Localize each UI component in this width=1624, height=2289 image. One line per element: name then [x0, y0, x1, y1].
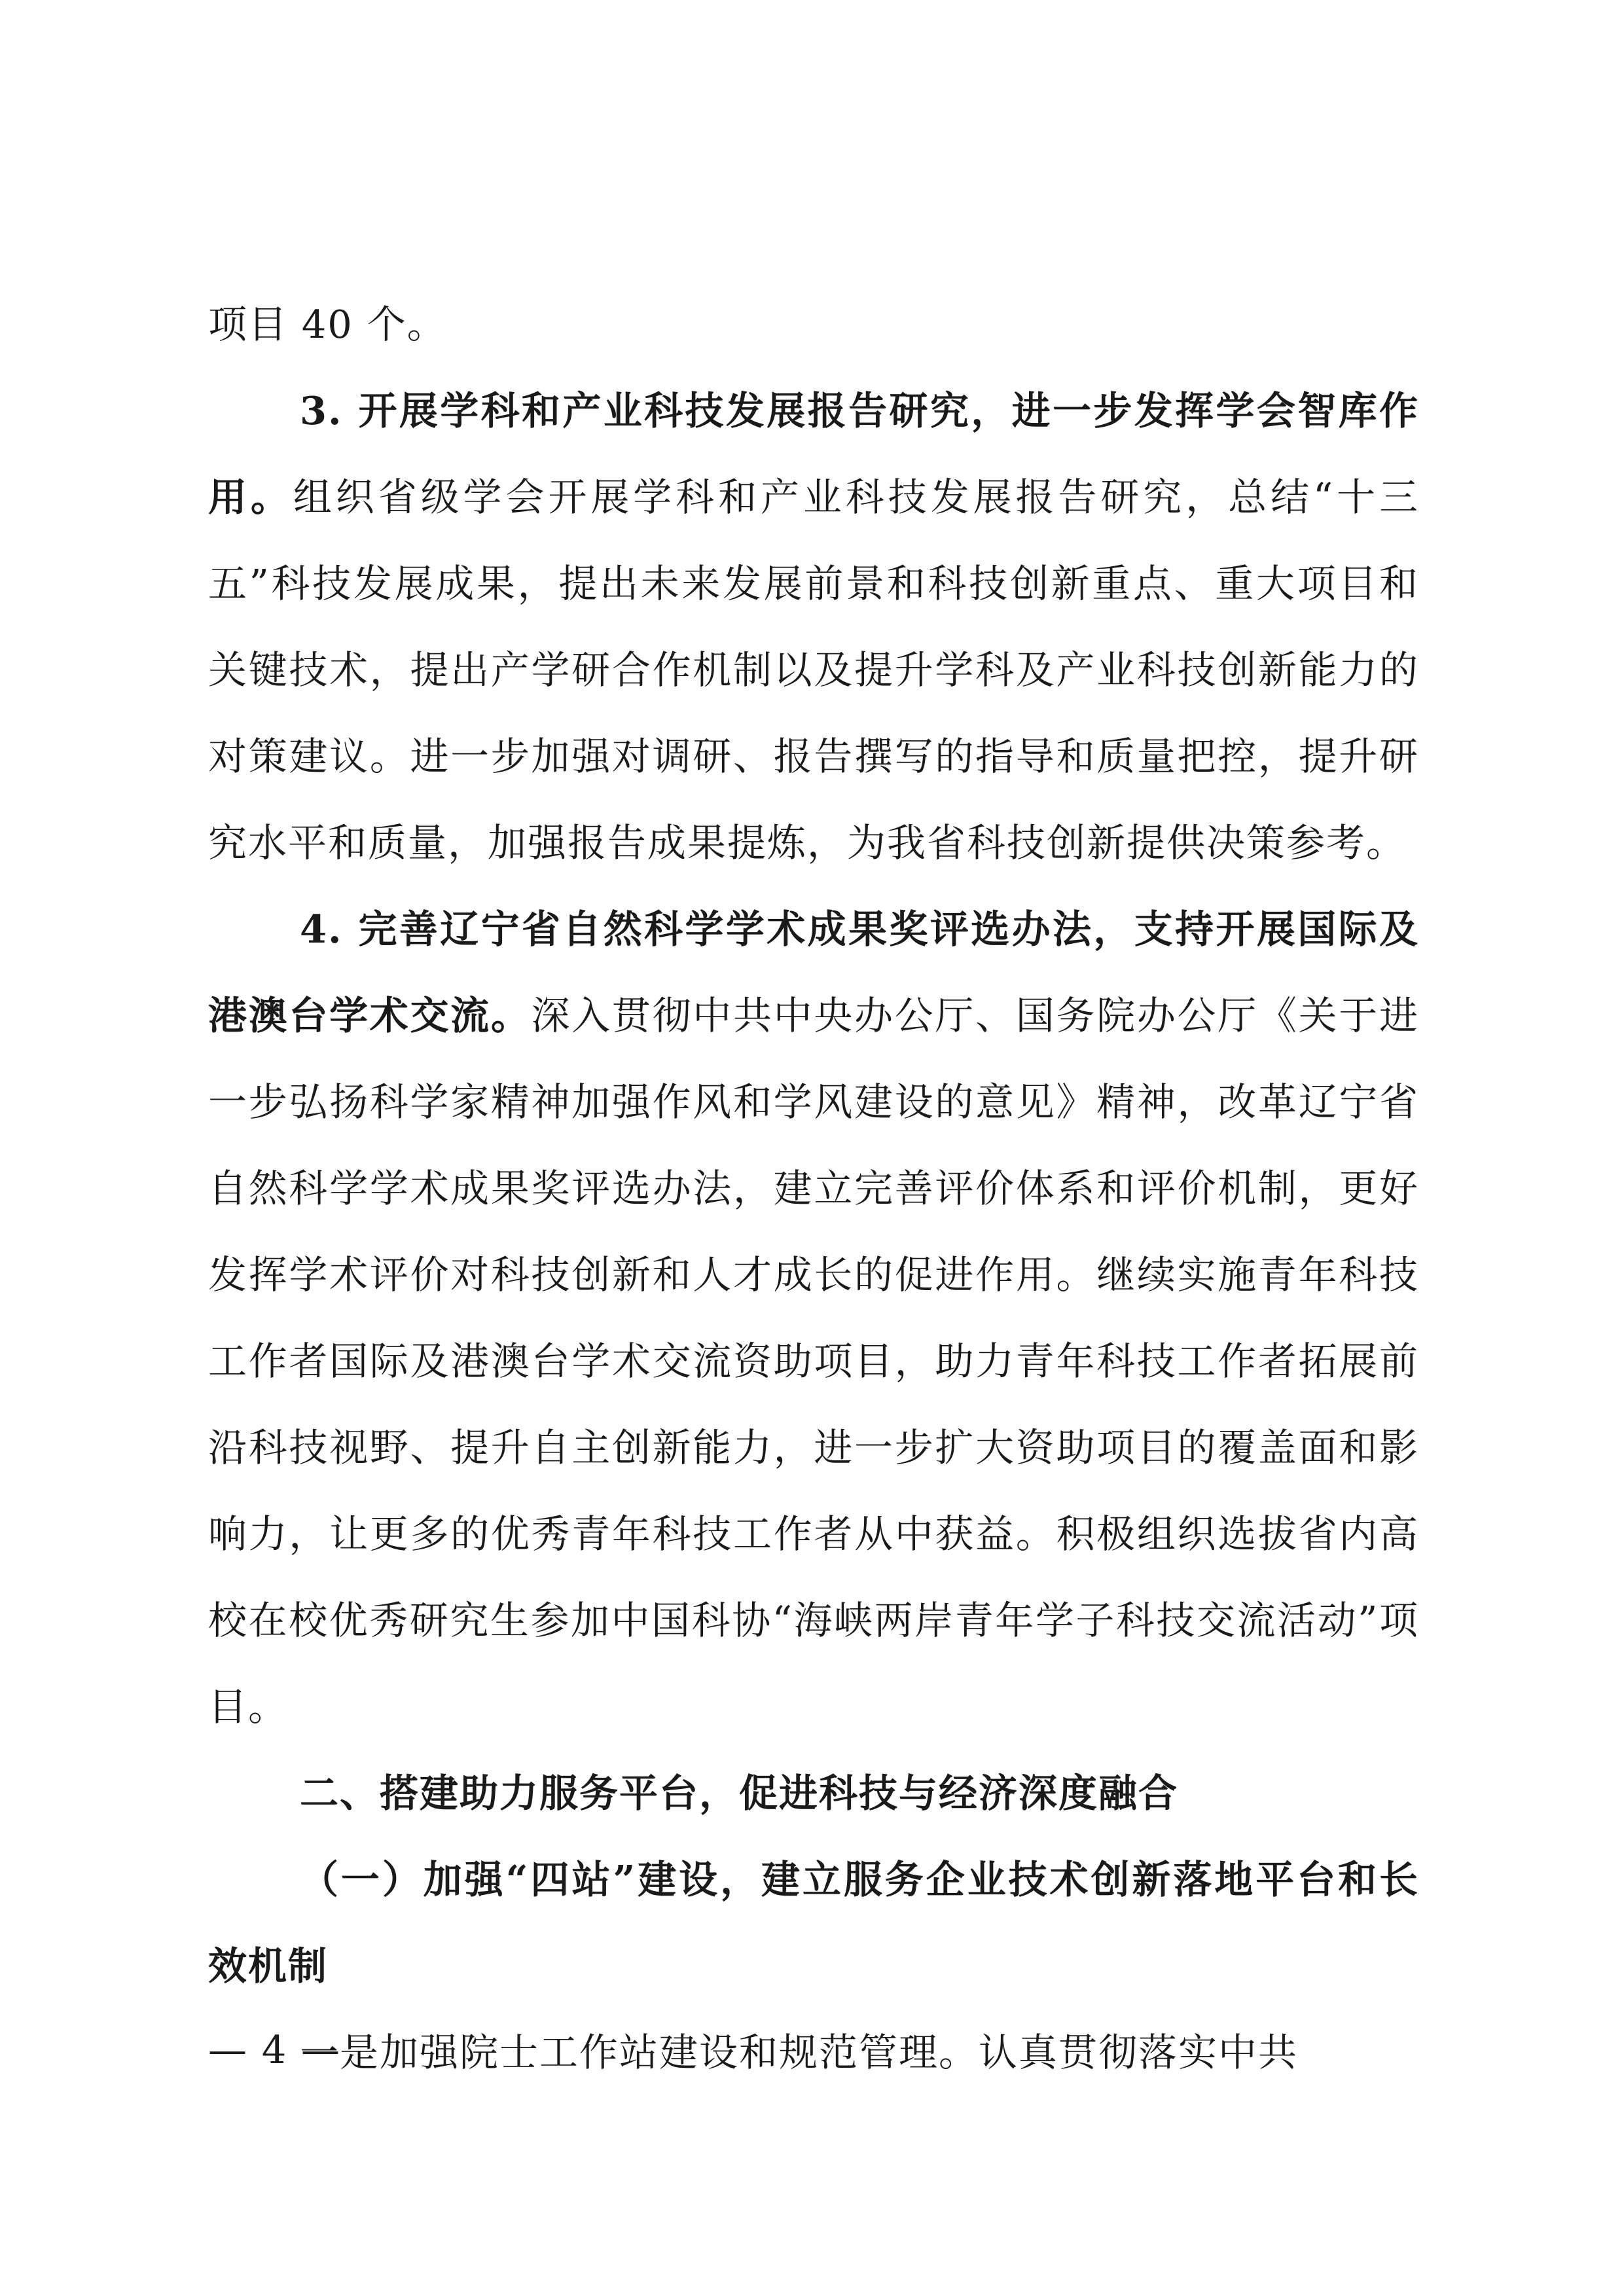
continuation-text: 项目 40 个。 [208, 302, 447, 347]
section-2-heading: 二、搭建助力服务平台，促进科技与经济深度融合 [300, 1771, 1179, 1816]
document-body [208, 281, 1419, 2096]
item-3-body: 组织省级学会开展学科和产业科技发展报告研究，总结“十三五”科技发展成果，提出未来发展前景和科技创新重点、重大项目和关键技术，提出产学研合作机制以及提升学科及产业科技创新能力的对策建议。进一步加强对调研、报告撰写的指导和质量把控，提升研究水平和质量，加强报告成果提炼，为我省科技创新提供决策参考。 [208, 475, 1419, 865]
page-number: — 4 — [208, 2027, 342, 2072]
item-3-lead: 3. 开展学科和产业科技发展报告研究，进一步发挥学会智库作用。 [208, 388, 1419, 520]
item-4-body: 深入贯彻中共中央办公厅、国务院办公厅《关于进一步弘扬科学家精神加强作风和学风建设的意见》精神，改革辽宁省自然科学学术成果奖评选办法，建立完善评价体系和评价机制，更好发挥学术评价对科技创新和人才成长的促进作用。继续实施青年科技工作者国际及港澳台学术交流资助项目，助力青年科技工作者拓展前沿科技视野、提升自主创新能力，进一步扩大资助项目的覆盖面和影响力，让更多的优秀青年科技工作者从中获益。积极组织选拔省内高校在校优秀研究生参加中国科协“海峡两岸青年学子科技交流活动”项目。 [208, 993, 1419, 1729]
continuation-paragraph [208, 281, 1419, 368]
academician-station-paragraph: 一是加强院士工作站建设和规范管理。认真贯彻落实中共 [300, 2030, 1299, 2075]
item-3-paragraph [208, 368, 1419, 886]
subsection-1-heading: （一）加强“四站”建设，建立服务企业技术创新落地平台和长效机制 [208, 1857, 1419, 1989]
item-4-paragraph [208, 886, 1419, 1750]
item-4-lead: 4. 完善辽宁省自然科学学术成果奖评选办法，支持开展国际及港澳台学术交流。 [208, 907, 1419, 1038]
